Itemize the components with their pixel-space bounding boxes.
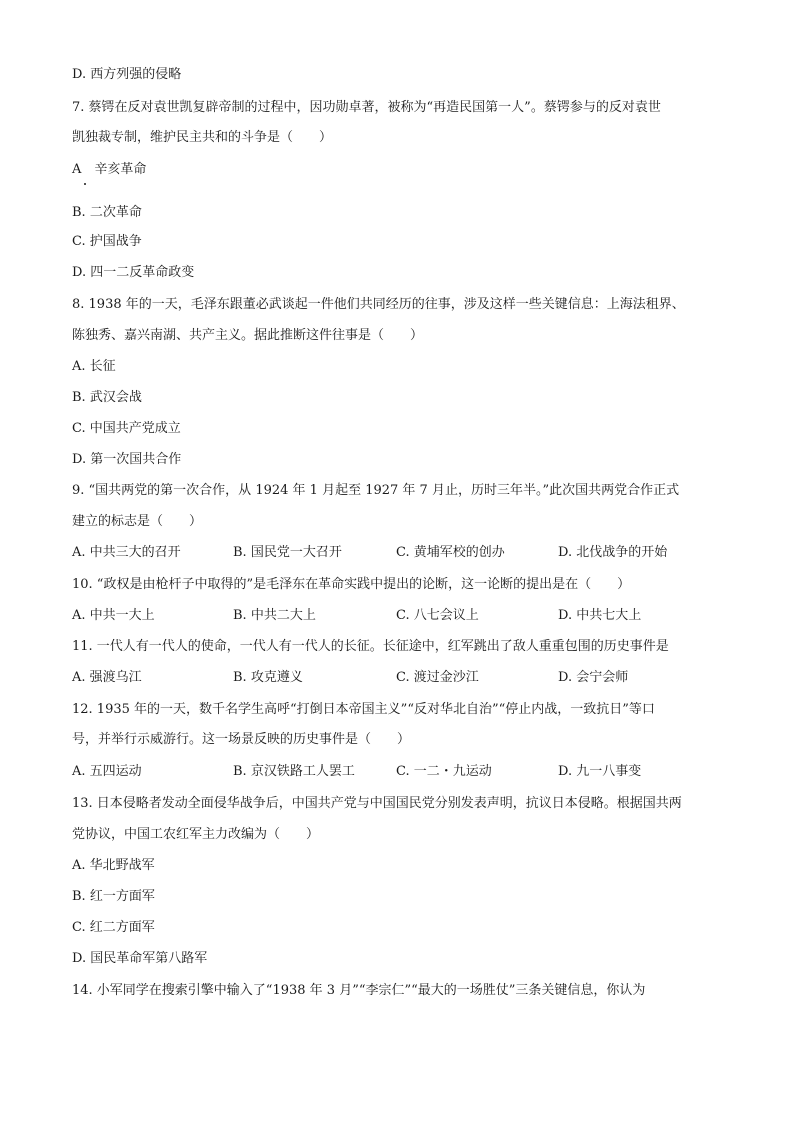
question-12-option-d: D. 九一八事变 bbox=[558, 764, 642, 779]
question-8-option-a: A. 长征 bbox=[72, 359, 116, 374]
question-11-option-b: B. 攻克遵义 bbox=[233, 670, 303, 685]
question-12-text: 12. 1935 年的一天，数千名学生高呼“打倒日本帝国主义”“反对华北自治”“停止内战，一致抗日”等口 bbox=[72, 702, 655, 717]
question-9-option-d: D. 北伐战争的开始 bbox=[558, 545, 668, 560]
question-7-option-b: B. 二次革命 bbox=[72, 205, 142, 220]
question-7-option-d: D. 四一二反革命政变 bbox=[72, 265, 195, 280]
stray-dot-mark bbox=[84, 183, 86, 185]
question-10-option-b: B. 中共二大上 bbox=[233, 608, 316, 623]
question-10-text: 10. “政权是由枪杆子中取得的”是毛泽东在革命实践中提出的论断，这一论断的提出是在（ ） bbox=[72, 577, 631, 592]
question-13-option-c: C. 红二方面军 bbox=[72, 920, 155, 935]
question-12-option-a: A. 五四运动 bbox=[72, 764, 142, 779]
question-9-text-cont: 建立的标志是（ ） bbox=[72, 514, 203, 529]
question-13-option-b: B. 红一方面军 bbox=[72, 889, 155, 904]
question-12-option-c: C. 一二・九运动 bbox=[396, 764, 492, 779]
option-line: D. 西方列强的侵略 bbox=[72, 67, 182, 82]
question-12-option-b: B. 京汉铁路工人罢工 bbox=[233, 764, 355, 779]
question-10-option-a: A. 中共一大上 bbox=[72, 608, 155, 623]
question-13-text: 13. 日本侵略者发动全面侵华战争后，中国共产党与中国国民党分别发表声明，抗议日本侵略。根据国共两 bbox=[72, 796, 682, 811]
question-8-option-b: B. 武汉会战 bbox=[72, 390, 142, 405]
question-11-option-a: A. 强渡乌江 bbox=[72, 670, 142, 685]
question-8-option-c: C. 中国共产党成立 bbox=[72, 421, 181, 436]
question-10-option-d: D. 中共七大上 bbox=[558, 608, 642, 623]
question-7-text: 7. 蔡锷在反对袁世凯复辟帝制的过程中，因功勋卓著，被称为“再造民国第一人”。蔡锷参与的反对袁世 bbox=[72, 100, 661, 115]
question-7-text-cont: 凯独裁专制，维护民主共和的斗争是（ ） bbox=[72, 130, 333, 145]
question-13-option-d: D. 国民革命军第八路军 bbox=[72, 951, 208, 966]
question-7-option-a: A 辛亥革命 bbox=[72, 162, 147, 177]
question-12-text-cont: 号，并举行示威游行。这一场景反映的历史事件是（ ） bbox=[72, 732, 411, 747]
question-8-text-cont: 陈独秀、嘉兴南湖、共产主义。据此推断这件往事是（ ） bbox=[72, 328, 424, 343]
question-13-option-a: A. 华北野战军 bbox=[72, 858, 155, 873]
question-9-option-a: A. 中共三大的召开 bbox=[72, 545, 181, 560]
question-8-option-d: D. 第一次国共合作 bbox=[72, 452, 182, 467]
question-9-option-b: B. 国民党一大召开 bbox=[233, 545, 342, 560]
question-8-text: 8. 1938 年的一天，毛泽东跟董必武谈起一件他们共同经历的往事，涉及这样一些关键信息：上海法租界、 bbox=[72, 297, 685, 312]
question-14-text: 14. 小军同学在搜索引擎中输入了“1938 年 3 月”“李宗仁”“最大的一场胜仗”三条关键信息，你认为 bbox=[72, 983, 646, 998]
question-7-option-c: C. 护国战争 bbox=[72, 234, 142, 249]
question-11-text: 11. 一代人有一代人的使命，一代人有一代人的长征。长征途中，红军跳出了敌人重重包围的历史事件是 bbox=[72, 639, 669, 654]
question-10-option-c: C. 八七会议上 bbox=[396, 608, 479, 623]
question-9-text: 9. “国共两党的第一次合作，从 1924 年 1 月起至 1927 年 7 月止，历时三年半。”此次国共两党合作正式 bbox=[72, 483, 680, 498]
question-11-option-d: D. 会宁会师 bbox=[558, 670, 629, 685]
question-13-text-cont: 党协议，中国工农红军主力改编为（ ） bbox=[72, 827, 320, 842]
question-9-option-c: C. 黄埔军校的创办 bbox=[396, 545, 505, 560]
question-11-option-c: C. 渡过金沙江 bbox=[396, 670, 479, 685]
